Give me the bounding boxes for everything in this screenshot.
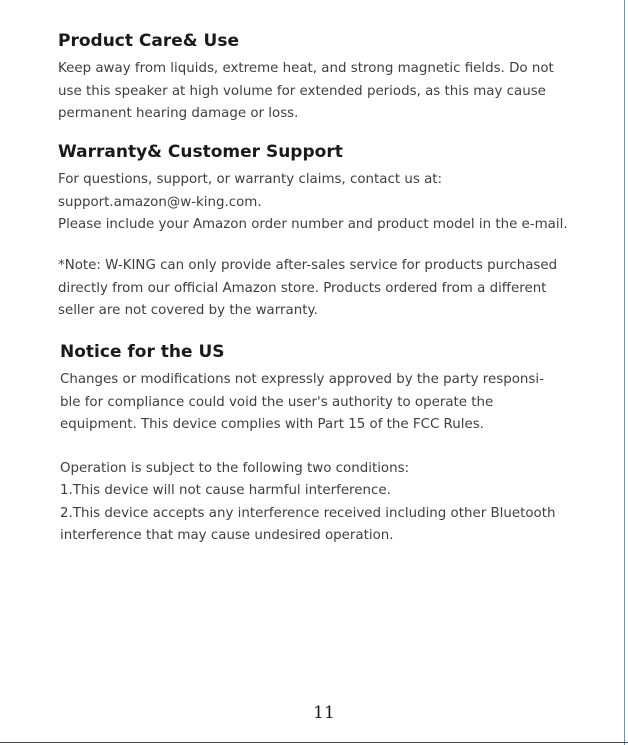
note-line: *Note: W-KING can only provide after-sales service for products purchased <box>58 258 558 273</box>
note-line: directly from our official Amazon store. Products ordered from a different <box>58 280 547 296</box>
product-care-line: use this speaker at high volume for extended periods, as this may cause <box>58 83 546 99</box>
notice-line: 2.This device accepts any interference received including other Bluetooth <box>60 505 556 521</box>
notice-line: Changes or modifications not expressly approved by the party responsi- <box>60 372 544 387</box>
product-care-line: Keep away from liquids, extreme heat, and strong magnetic fields. Do not <box>58 61 554 76</box>
notice-line: equipment. This device complies with Part 15 of the FCC Rules. <box>60 417 484 432</box>
warranty-section <box>58 141 618 237</box>
notice-us-section <box>60 341 620 548</box>
warranty-line: For questions, support, or warranty claims, contact us at: <box>58 172 443 187</box>
warranty-heading: Warranty& Customer Support <box>58 142 343 162</box>
note-section <box>58 255 618 323</box>
bottom-edge-rule <box>0 742 628 743</box>
notice-line: ble for compliance could void the user's authority to operate the <box>60 394 494 410</box>
right-edge-rule <box>624 0 625 745</box>
warranty-email: support.amazon@w-king.com. <box>58 194 262 210</box>
notice-us-heading: Notice for the US <box>60 342 225 362</box>
product-care-heading: Product Care& Use <box>58 31 239 51</box>
page-number: 11 <box>313 703 335 723</box>
notice-line: interference that may cause undesired operation. <box>60 528 394 543</box>
note-line: seller are not covered by the warranty. <box>58 303 318 318</box>
notice-line: Operation is subject to the following two conditions: <box>60 460 410 476</box>
notice-us-paragraph-2 <box>60 458 620 548</box>
product-care-line: permanent hearing damage or loss. <box>58 106 299 121</box>
warranty-text <box>58 169 618 237</box>
notice-us-paragraph-1 <box>60 369 620 437</box>
note-text <box>58 255 618 323</box>
product-care-section <box>58 30 618 126</box>
paragraph-spacer <box>60 437 620 458</box>
notice-line: 1.This device will not cause harmful interference. <box>60 483 391 498</box>
warranty-line: Please include your Amazon order number and product model in the e-mail. <box>58 217 568 232</box>
product-care-text <box>58 58 618 126</box>
